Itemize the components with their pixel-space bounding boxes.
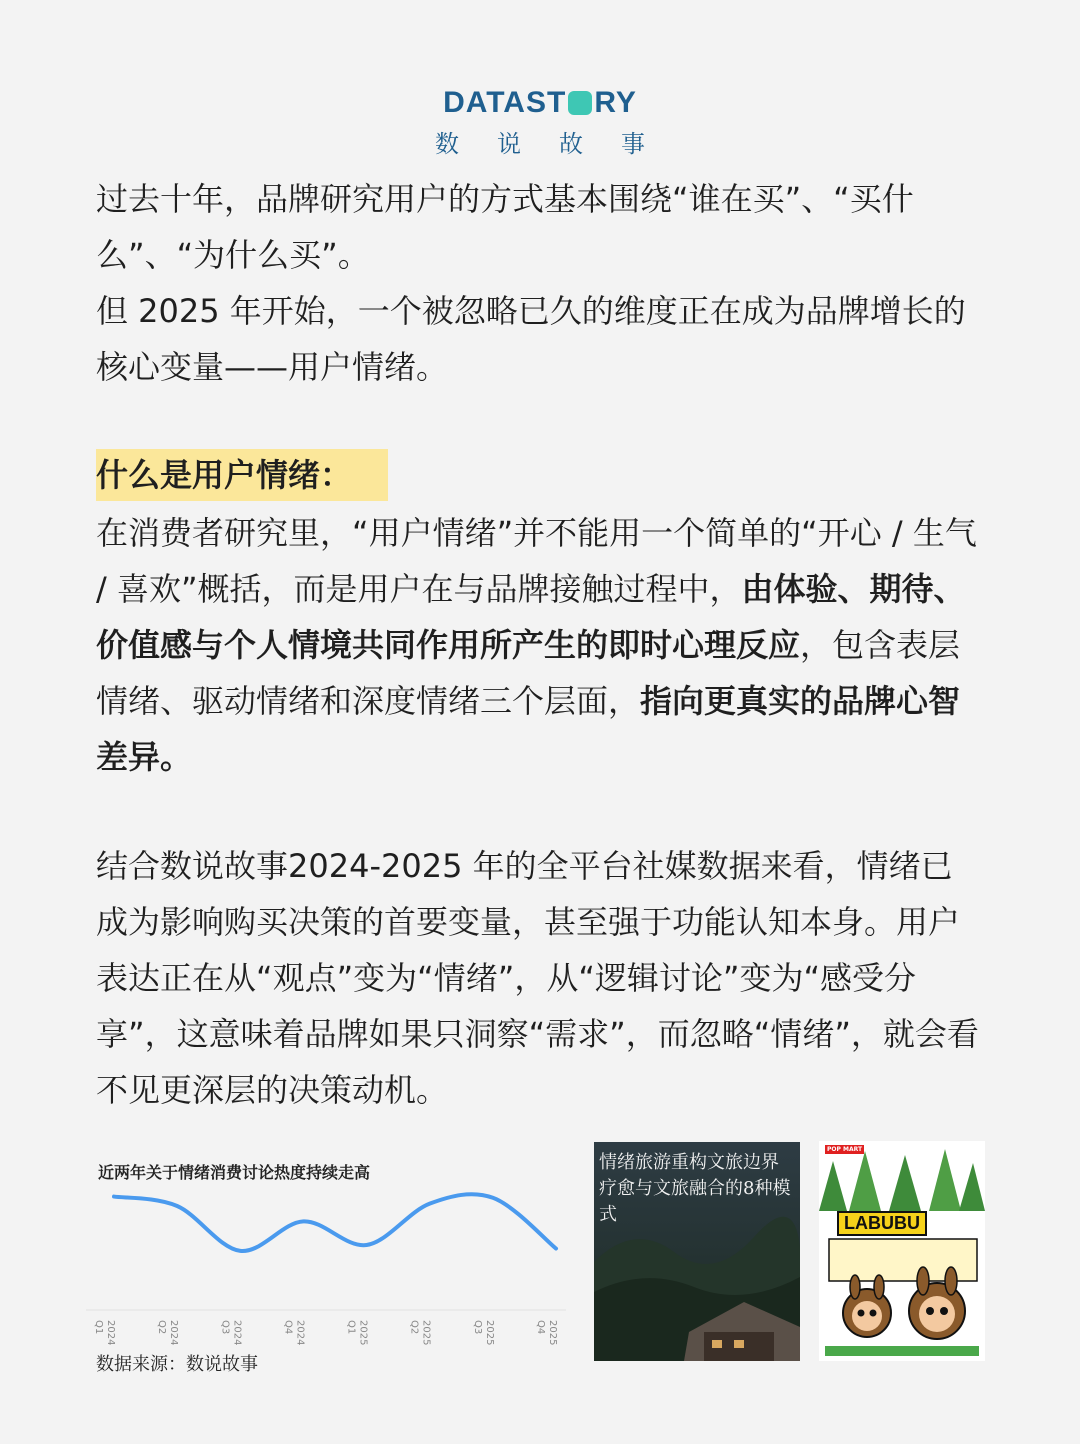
x-tick-year: 2024 [231, 1320, 243, 1346]
x-tick-quarter: Q3 [219, 1320, 231, 1335]
x-tick-year: 2025 [547, 1320, 558, 1346]
logo-square-icon [568, 91, 592, 115]
x-tick-quarter: Q1 [345, 1320, 357, 1335]
x-tick-year: 2024 [168, 1320, 180, 1346]
travel-image [594, 1142, 800, 1361]
x-tick-label-2 [219, 1320, 242, 1345]
labubu-title: LABUBU [837, 1211, 927, 1236]
logo-text-pre: DATAST [443, 86, 567, 119]
intro-section [96, 171, 984, 395]
x-tick-quarter: Q4 [535, 1320, 546, 1335]
x-tick-year: 2025 [357, 1320, 369, 1346]
x-tick-label-5 [409, 1320, 432, 1345]
x-tick-label-7 [535, 1320, 558, 1345]
brand-logo [0, 86, 1080, 159]
insight-section [96, 838, 984, 1118]
x-tick-quarter: Q3 [471, 1320, 483, 1335]
definition-paragraph [96, 505, 984, 785]
labubu-image [819, 1141, 985, 1361]
travel-image-title: 情绪旅游重构文旅边界 疗愈与文旅融合的8种模式 [599, 1152, 791, 1225]
logo-wordmark [443, 86, 637, 120]
definition-text-1: 在消费者研究里，“用户情绪”并不能用一个简单的“开心 / 生气 / 喜欢”概括，而是用户在与品牌接触过程中， [96, 514, 977, 608]
definition-bold-1: 由体验、期待、价值感与个人情境共同作用所产生的即时心理反应 [96, 570, 966, 664]
trend-chart [86, 1180, 566, 1350]
x-tick-label-3 [282, 1320, 305, 1345]
definition-heading: 什么是用户情绪： [96, 449, 388, 501]
x-tick-year: 2025 [420, 1320, 432, 1346]
x-tick-year: 2024 [294, 1320, 306, 1346]
x-tick-label-4 [346, 1320, 369, 1345]
x-tick-quarter: Q2 [408, 1320, 420, 1335]
intro-line-2: 但 2025 年开始，一个被忽略已久的维度正在成为品牌增长的核心变量——用户情绪。 [96, 292, 966, 386]
definition-heading-wrap [96, 449, 388, 501]
intro-line-1: 过去十年，品牌研究用户的方式基本围绕“谁在买”、“买什么”、“为什么买”。 [96, 180, 914, 274]
x-tick-label-1 [156, 1320, 179, 1345]
x-tick-label-6 [472, 1320, 495, 1345]
definition-bold-2: 指向更真实的品牌心智差异。 [96, 682, 961, 776]
x-tick-quarter: Q4 [282, 1320, 294, 1335]
insight-paragraph: 结合数说故事2024-2025 年的全平台社媒数据来看，情绪已成为影响购买决策的首要变量，甚至强于功能认知本身。用户表达正在从“观点”变为“情绪”，从“逻辑讨论”变为“感受分享”，这意味着品牌如果只洞察“需求”，而忽略“情绪”，就会看不见更深层的决策动机。 [96, 847, 979, 1109]
x-tick-quarter: Q1 [93, 1320, 104, 1335]
x-tick-year: 2025 [483, 1320, 495, 1346]
chart-source: 数据来源：数说故事 [96, 1354, 258, 1375]
chart-title: 近两年关于情绪消费讨论热度持续走高 [98, 1163, 371, 1182]
definition-text-2: ，包含表层情绪、驱动情绪和深度情绪三个层面， [96, 626, 961, 720]
popmart-badge: POP MART [827, 1146, 863, 1153]
x-tick-year: 2024 [105, 1320, 116, 1346]
series-line-emotion-heat [114, 1194, 556, 1251]
x-tick-quarter: Q2 [156, 1320, 168, 1335]
logo-text-post: RY [594, 86, 637, 119]
x-tick-label-0 [93, 1320, 116, 1345]
definition-section [96, 505, 984, 785]
labubu-image-art [819, 1141, 985, 1361]
logo-chinese: 数说故事 [435, 130, 683, 158]
